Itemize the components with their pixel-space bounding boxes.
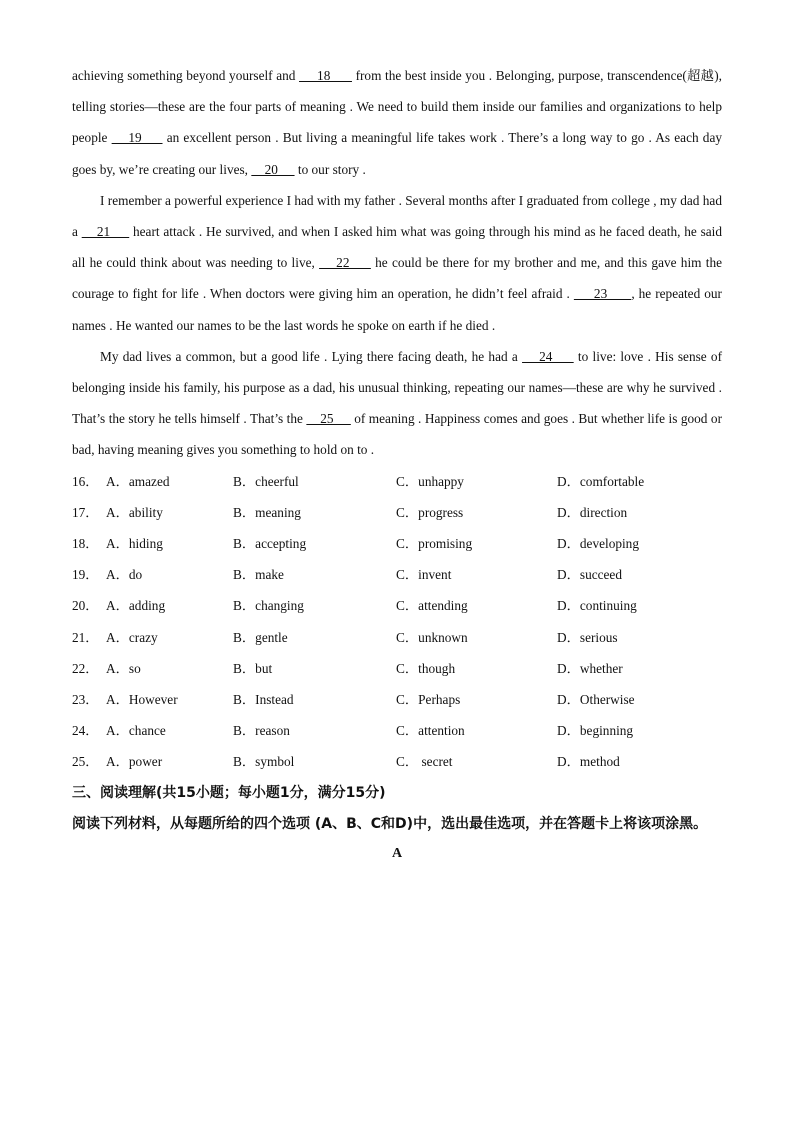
passage-paragraph-3 — [72, 341, 722, 466]
question-row — [72, 559, 722, 590]
option-b: B．reason — [233, 723, 290, 739]
option-d: D．beginning — [557, 723, 634, 739]
blank-19: 19 — [111, 130, 163, 146]
question-number: 23． — [72, 691, 99, 707]
section-instruction: 阅读下列材料，从每题所给的四个选项 (A、B、C和D)中，选出最佳选项，并在答题卡上将该项涂黑。 — [72, 815, 708, 832]
option-a: A．crazy — [106, 629, 158, 645]
option-d: D．developing — [557, 536, 639, 552]
text: , he repeated our names . He wanted our names to be the last words he spoke on earth if he died . — [72, 286, 722, 333]
option-d: D．continuing — [557, 598, 637, 614]
question-number: 19． — [72, 567, 99, 583]
question-number: 18． — [72, 536, 99, 552]
question-number: 24． — [72, 723, 99, 739]
blank-18: 18 — [299, 68, 352, 83]
blank-25: 25 — [306, 411, 351, 427]
option-c: C．promising — [396, 536, 473, 552]
option-d: D．serious — [557, 629, 618, 645]
option-c: C．progress — [396, 504, 464, 520]
option-c: C．attending — [396, 598, 468, 614]
option-a: A．chance — [106, 723, 166, 739]
option-a: A．ability — [106, 504, 163, 520]
text: My dad lives a common, but a good life . Lying there facing death, he had a — [100, 348, 523, 364]
question-number: 25． — [72, 754, 99, 770]
question-row — [72, 528, 722, 559]
option-b: B．Instead — [233, 691, 294, 707]
option-a: A．However — [106, 691, 178, 707]
option-d: D．comfortable — [557, 473, 645, 489]
part-label: A — [391, 845, 403, 861]
blank-24: 24 — [522, 348, 574, 364]
option-a: A．power — [106, 754, 163, 770]
option-c: C．attention — [396, 723, 465, 739]
question-number: 22． — [72, 660, 99, 676]
question-options — [72, 466, 722, 778]
option-a: A．hiding — [106, 536, 163, 552]
question-row — [72, 684, 722, 715]
option-c: C．though — [396, 660, 456, 676]
option-c: C．Perhaps — [396, 691, 461, 707]
option-b: B．meaning — [233, 504, 301, 520]
option-d: D．Otherwise — [557, 691, 635, 707]
option-a: A．so — [106, 660, 141, 676]
passage-paragraph-1 — [72, 60, 722, 185]
blank-21: 21 — [81, 224, 130, 240]
option-b: B．cheerful — [233, 473, 299, 489]
question-row — [72, 622, 722, 653]
text: an excellent person . But living a meaningful life takes work . There’s a long way to go . As each day goes by, we’re creating our lives, — [72, 130, 722, 177]
option-d: D．succeed — [557, 567, 622, 583]
question-row — [72, 715, 722, 746]
text: he could be there for my brother and me, and this gave him the courage to fight for life . When doctors were giving him an operation, he didn’t feel afraid . — [72, 255, 722, 302]
option-a: A．adding — [106, 598, 166, 614]
blank-20: 20 — [251, 161, 295, 177]
question-row — [72, 590, 722, 621]
option-a: A．do — [106, 567, 143, 583]
option-b: B．changing — [233, 598, 304, 614]
question-row — [72, 746, 722, 777]
option-b: B．make — [233, 567, 284, 583]
text: heart attack . He survived, and when I asked him what was going through his mind as he faced death, he said all he could think about was needing to live, — [72, 224, 722, 271]
text: to our story . — [294, 161, 366, 177]
option-d: D．direction — [557, 504, 628, 520]
blank-23: 23 — [573, 286, 632, 302]
option-b: B．symbol — [233, 754, 295, 770]
passage-paragraph-2 — [72, 185, 722, 341]
option-b: B．but — [233, 660, 273, 676]
option-c: C．unknown — [396, 629, 468, 645]
question-row — [72, 497, 722, 528]
option-c: C． secret — [396, 754, 453, 770]
exam-page — [72, 60, 722, 862]
text: to live: love . His sense of belonging inside his family, his purpose as a dad, his unusual thinking, repeating our names—these are why he survived . That’s the story he tells himself . That’s the — [72, 348, 723, 427]
question-number: 17． — [72, 504, 99, 520]
option-d: D．whether — [557, 660, 623, 676]
question-number: 20． — [72, 598, 99, 614]
question-row — [72, 466, 722, 497]
blank-22: 22 — [319, 255, 371, 271]
question-number: 16． — [72, 473, 99, 489]
text: achieving something beyond yourself and — [72, 68, 300, 83]
section-title: 三、阅读理解(共15小题；每小题1分，满分15分) — [72, 784, 386, 801]
option-b: B．gentle — [233, 629, 288, 645]
option-d: D．method — [557, 754, 620, 770]
option-c: C．invent — [396, 567, 452, 583]
option-a: A．amazed — [106, 473, 170, 489]
question-number: 21． — [72, 629, 99, 645]
option-b: B．accepting — [233, 536, 307, 552]
text: of meaning . Happiness comes and goes . But whether life is good or bad, having meaning gives you something to hold on to . — [72, 411, 722, 458]
text: from the best inside you . Belonging, purpose, transcendence(超越), telling stories—these are the four parts of meaning . We need to build them inside our families and organizations to help people — [72, 68, 723, 146]
option-c: C．unhappy — [396, 473, 464, 489]
text: I remember a powerful experience I had with my father . Several months after I graduated from college , my dad had a — [72, 192, 722, 240]
question-row — [72, 653, 722, 684]
